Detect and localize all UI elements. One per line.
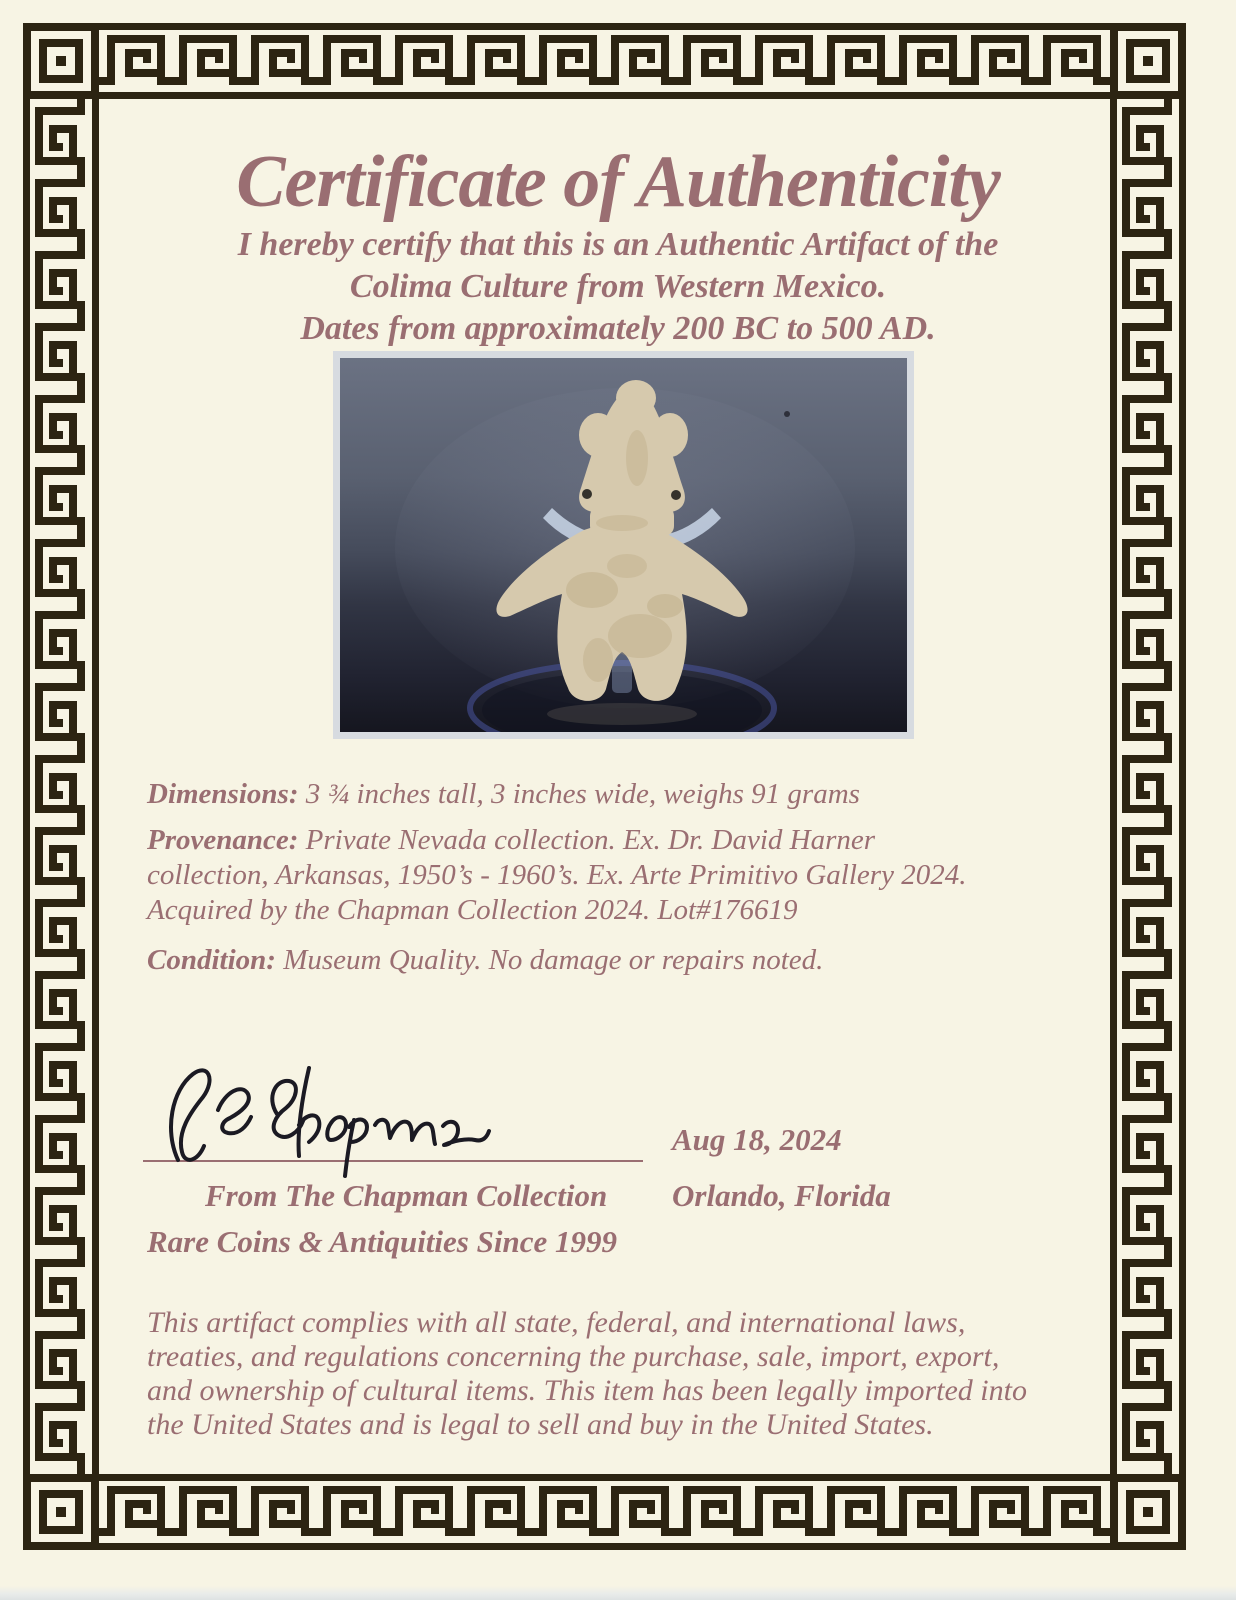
subtitle-line-1: I hereby certify that this is an Authentic Artifact of the: [237, 226, 999, 263]
handwritten-signature: [146, 1052, 526, 1184]
signature-location: Orlando, Florida: [672, 1178, 891, 1213]
subtitle-line-2: Colima Culture from Western Mexico.: [349, 268, 887, 305]
provenance-line-2: collection, Arkansas, 1950’s - 1960’s. Ex. Arte Primitivo Gallery 2024.: [147, 859, 967, 891]
legal-line-2: treaties, and regulations concerning the purchase, sale, import, export,: [147, 1340, 1000, 1373]
signature-from-line: From The Chapman Collection: [205, 1178, 608, 1213]
signature-date: Aug 18, 2024: [672, 1122, 842, 1157]
condition-label: Condition:: [147, 944, 276, 976]
certificate-subtitle: [0, 224, 1236, 350]
condition-row: [147, 943, 1107, 978]
legal-text: [147, 1306, 1137, 1442]
dimensions-value: 3 ¾ inches tall, 3 inches wide, weighs 91 grams: [305, 778, 860, 810]
dimensions-label: Dimensions:: [147, 778, 299, 810]
certificate-title: Certificate of Authenticity: [236, 141, 1000, 223]
provenance-row: [147, 823, 1107, 928]
legal-line-4: the United States and is legal to sell and buy in the United States.: [147, 1408, 934, 1441]
dimensions-row: [147, 777, 1107, 812]
provenance-label: Provenance:: [147, 824, 299, 856]
artifact-photo: [333, 351, 914, 739]
condition-value: Museum Quality. No damage or repairs noted.: [283, 944, 824, 976]
scan-edge-artifact: [0, 1586, 1236, 1600]
subtitle-line-3: Dates from approximately 200 BC to 500 AD.: [300, 310, 936, 347]
company-tagline: Rare Coins & Antiquities Since 1999: [147, 1224, 617, 1259]
provenance-line-1: Private Nevada collection. Ex. Dr. David Harner: [305, 824, 876, 856]
artifact-figure: [340, 358, 907, 732]
provenance-line-3: Acquired by the Chapman Collection 2024. Lot#176619: [147, 894, 798, 926]
legal-line-3: and ownership of cultural items. This item has been legally imported into: [147, 1374, 1027, 1407]
legal-line-1: This artifact complies with all state, federal, and international laws,: [147, 1306, 966, 1339]
